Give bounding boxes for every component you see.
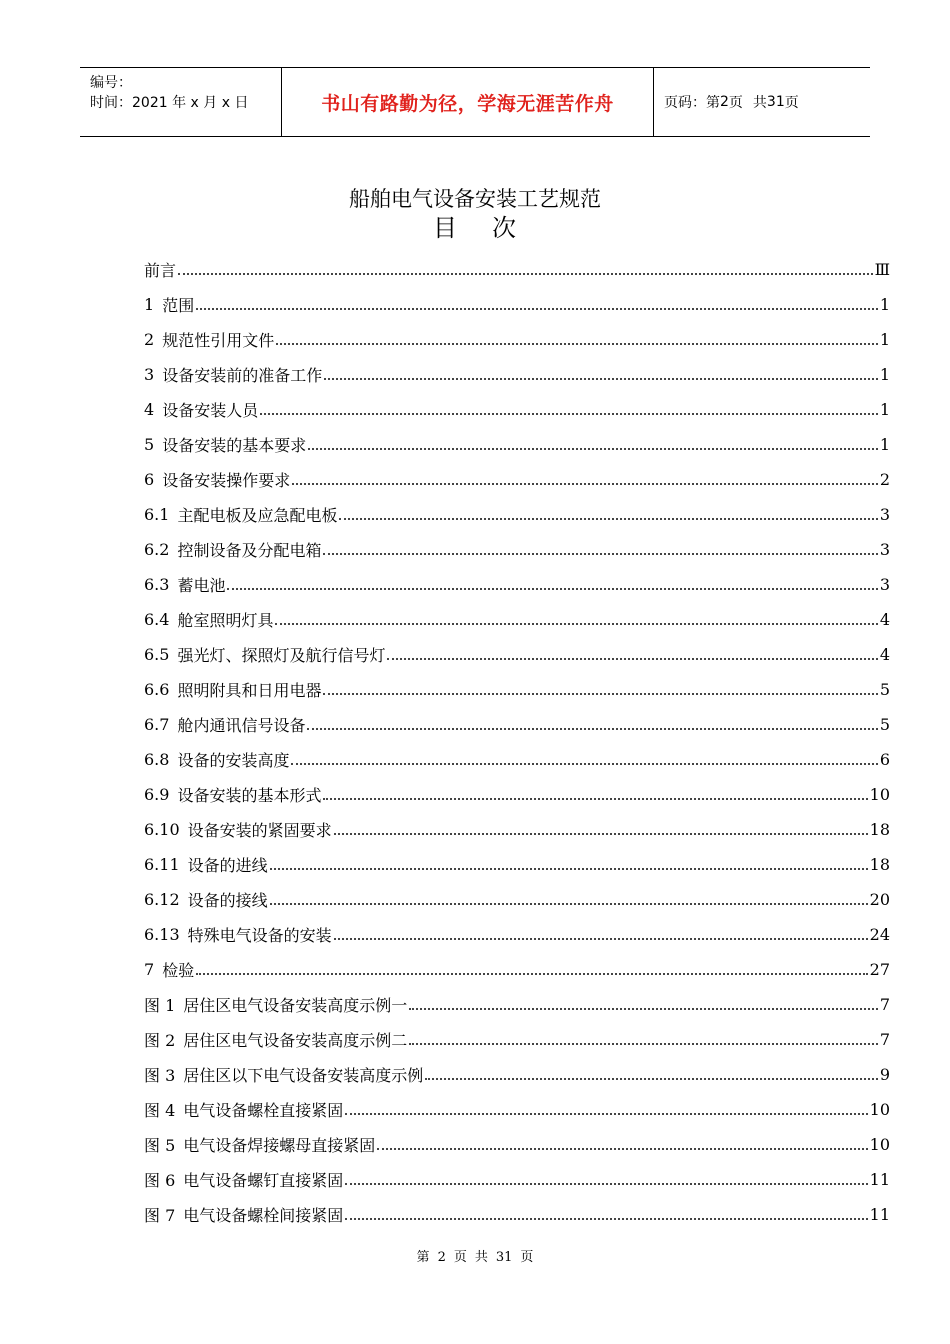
toc-dot-leader (270, 903, 868, 905)
toc-entry-page: 1 (879, 365, 890, 384)
toc-dot-leader (291, 763, 877, 765)
toc-entry-label: 电气设备螺栓直接紧固 (183, 1101, 344, 1120)
toc-entry-number: 2 (144, 330, 155, 349)
toc-entry-label: 范围 (162, 296, 195, 315)
toc-entry[interactable] (144, 1127, 890, 1162)
toc-entry-label: 电气设备螺钉直接紧固 (183, 1171, 344, 1190)
toc-entry[interactable] (144, 532, 890, 567)
toc-dot-leader (275, 623, 877, 625)
toc-dot-leader (339, 518, 877, 520)
toc-entry-page: 3 (879, 575, 890, 594)
toc-dot-leader (334, 833, 868, 835)
toc-entry[interactable] (144, 987, 890, 1022)
toc-entry-number: 1 (144, 295, 155, 314)
toc-entry-label: 控制设备及分配电箱 (177, 541, 322, 560)
toc-entry-label: 设备安装的基本形式 (177, 786, 322, 805)
toc-entry-number: 图 1 (144, 996, 176, 1015)
toc-entry-page: 7 (879, 995, 890, 1014)
toc-entry-label: 强光灯、探照灯及航行信号灯 (177, 646, 386, 665)
toc-entry-page: 10 (869, 785, 890, 804)
toc-entry-number: 图 5 (144, 1136, 176, 1155)
toc-entry[interactable] (144, 1092, 890, 1127)
toc-dot-leader (323, 553, 877, 555)
toc-entry[interactable] (144, 1022, 890, 1057)
toc-entry-number: 6.13 (144, 925, 180, 944)
toc-entry[interactable] (144, 357, 890, 392)
toc-entry-label: 规范性引用文件 (162, 331, 275, 350)
toc-dot-leader (425, 1078, 878, 1080)
toc-entry[interactable] (144, 1057, 890, 1092)
header-page-total-suffix: 页 (784, 95, 799, 111)
toc-entry-label: 设备安装的基本要求 (162, 436, 307, 455)
toc-entry-label: 设备安装操作要求 (162, 471, 291, 490)
toc-dot-leader (260, 413, 878, 415)
toc-entry-page: 2 (879, 470, 890, 489)
toc-entry-number: 6.1 (144, 505, 170, 524)
toc-entry-number: 图 6 (144, 1171, 176, 1190)
toc-entry-number: 6.8 (144, 750, 170, 769)
toc-entry-number: 6.9 (144, 785, 170, 804)
toc-entry-page: 1 (879, 295, 890, 314)
toc-entry-page: 1 (879, 435, 890, 454)
toc-entry[interactable] (144, 427, 890, 462)
toc-entry-label: 居住区以下电气设备安装高度示例 (183, 1066, 424, 1085)
toc-dot-leader (345, 1218, 867, 1220)
toc-dot-leader (324, 378, 878, 380)
toc-entry-page: 9 (879, 1065, 890, 1084)
footer-total: 31 (495, 1250, 513, 1265)
toc-dot-leader (276, 343, 878, 345)
toc-entry[interactable] (144, 707, 890, 742)
toc-entry[interactable] (144, 322, 890, 357)
page-header (80, 67, 870, 137)
toc-entry-page: 10 (869, 1100, 890, 1119)
toc-entry-number: 图 2 (144, 1031, 176, 1050)
footer-mid: 页 (453, 1250, 467, 1265)
toc-dot-leader (345, 1113, 867, 1115)
toc-entry-label: 舱室照明灯具 (177, 611, 274, 630)
toc-dot-leader (409, 1008, 878, 1010)
toc-entry-label: 蓄电池 (177, 576, 226, 595)
header-page-prefix: 页码：第 (664, 95, 720, 111)
toc-entry-page: 5 (879, 715, 890, 734)
toc-entry-page: 11 (869, 1170, 890, 1189)
toc-heading-part-a: 目 (433, 214, 458, 242)
toc-dot-leader (323, 693, 877, 695)
toc-entry-page: 10 (869, 1135, 890, 1154)
toc-entry-page: 11 (869, 1205, 890, 1224)
toc-entry[interactable] (144, 1162, 890, 1197)
toc-dot-leader (178, 273, 873, 275)
toc-entry[interactable] (144, 252, 890, 287)
toc-entry-number: 6.6 (144, 680, 170, 699)
toc-entry-number: 图 4 (144, 1101, 176, 1120)
toc-entry-label: 电气设备焊接螺母直接紧固 (183, 1136, 376, 1155)
toc-entry-page: 3 (879, 505, 890, 524)
toc-entry-label: 居住区电气设备安装高度示例一 (183, 996, 408, 1015)
toc-entry-number: 6 (144, 470, 155, 489)
toc-entry-label: 电气设备螺栓间接紧固 (183, 1206, 344, 1225)
toc-entry-number: 6.10 (144, 820, 180, 839)
toc-dot-leader (409, 1043, 878, 1045)
toc-dot-leader (323, 798, 867, 800)
table-of-contents (144, 252, 890, 1232)
toc-entry-page: 3 (879, 540, 890, 559)
toc-entry-page: 27 (869, 960, 890, 979)
toc-entry-page: 7 (879, 1030, 890, 1049)
toc-entry-page: 18 (869, 855, 890, 874)
toc-dot-leader (196, 973, 867, 975)
footer-prefix: 第 (416, 1250, 430, 1265)
toc-entry-page: 4 (879, 645, 890, 664)
toc-entry-page: 1 (879, 330, 890, 349)
toc-entry[interactable] (144, 287, 890, 322)
header-meta-cell (80, 68, 282, 136)
toc-entry-label: 居住区电气设备安装高度示例二 (183, 1031, 408, 1050)
toc-entry-number: 6.2 (144, 540, 170, 559)
toc-entry[interactable] (144, 952, 890, 987)
toc-entry-number: 7 (144, 960, 155, 979)
toc-entry-page: Ⅲ (874, 260, 890, 279)
toc-entry-label: 设备的安装高度 (177, 751, 290, 770)
toc-entry-label: 检验 (162, 961, 195, 980)
header-page-cell (654, 68, 870, 136)
toc-entry[interactable] (144, 637, 890, 672)
page-footer (0, 1246, 950, 1265)
toc-entry-page: 18 (869, 820, 890, 839)
toc-dot-leader (377, 1148, 867, 1150)
header-page-total: 31 (766, 94, 785, 110)
toc-entry-number: 6.4 (144, 610, 170, 629)
toc-entry-page: 5 (879, 680, 890, 699)
header-motto: 书山有路勤为径，学海无涯苦作舟 (321, 92, 614, 115)
toc-entry[interactable] (144, 882, 890, 917)
document-time-label: 时间：2021 年 x 月 x 日 (90, 95, 249, 111)
toc-entry[interactable] (144, 392, 890, 427)
toc-entry[interactable] (144, 462, 890, 497)
toc-entry-page: 6 (879, 750, 890, 769)
toc-dot-leader (270, 868, 868, 870)
footer-total-prefix: 共 (474, 1250, 488, 1265)
toc-entry-number: 6.11 (144, 855, 180, 874)
toc-dot-leader (334, 938, 868, 940)
toc-entry-number: 图 3 (144, 1066, 176, 1085)
toc-entry-page: 24 (869, 925, 890, 944)
footer-current: 2 (437, 1250, 446, 1265)
toc-entry-page: 1 (879, 400, 890, 419)
document-title: 船舶电气设备安装工艺规范 (349, 187, 601, 211)
toc-entry[interactable] (144, 567, 890, 602)
toc-entry-number: 6.5 (144, 645, 170, 664)
toc-entry-number: 5 (144, 435, 155, 454)
toc-entry-label: 设备安装的紧固要求 (187, 821, 332, 840)
toc-entry-number: 4 (144, 400, 155, 419)
toc-entry[interactable] (144, 1197, 890, 1232)
toc-heading (0, 208, 950, 243)
toc-entry[interactable] (144, 742, 890, 777)
header-page-mid: 页 (728, 95, 743, 111)
header-motto-cell (282, 68, 654, 136)
toc-entry-label: 舱内通讯信号设备 (177, 716, 306, 735)
toc-entry-page: 4 (879, 610, 890, 629)
toc-dot-leader (292, 483, 878, 485)
toc-heading-part-b: 次 (492, 214, 517, 242)
toc-entry-number: 3 (144, 365, 155, 384)
toc-entry-number: 图 7 (144, 1206, 176, 1225)
toc-entry[interactable] (144, 812, 890, 847)
toc-dot-leader (227, 588, 877, 590)
document-code-label: 编号： (90, 75, 132, 91)
toc-entry-label: 特殊电气设备的安装 (187, 926, 332, 945)
toc-entry-number: 6.3 (144, 575, 170, 594)
toc-entry-label: 设备的接线 (187, 891, 268, 910)
toc-entry[interactable] (144, 497, 890, 532)
toc-entry-number: 6.7 (144, 715, 170, 734)
footer-suffix: 页 (520, 1250, 534, 1265)
toc-entry[interactable] (144, 917, 890, 952)
toc-entry-label: 设备安装人员 (162, 401, 259, 420)
toc-dot-leader (196, 308, 878, 310)
toc-entry-number: 前言 (144, 261, 177, 280)
toc-dot-leader (387, 658, 877, 660)
toc-entry-number: 6.12 (144, 890, 180, 909)
header-page-total-prefix: 共 (752, 95, 767, 111)
toc-entry[interactable] (144, 777, 890, 812)
toc-entry-label: 主配电板及应急配电板 (177, 506, 338, 525)
toc-entry-label: 设备的进线 (187, 856, 268, 875)
toc-entry[interactable] (144, 602, 890, 637)
toc-entry[interactable] (144, 672, 890, 707)
toc-dot-leader (307, 728, 877, 730)
toc-entry-label: 照明附具和日用电器 (177, 681, 322, 700)
toc-entry-label: 设备安装前的准备工作 (162, 366, 323, 385)
toc-entry[interactable] (144, 847, 890, 882)
toc-entry-page: 20 (869, 890, 890, 909)
toc-dot-leader (308, 448, 878, 450)
toc-dot-leader (345, 1183, 867, 1185)
header-page-current: 2 (720, 94, 729, 110)
